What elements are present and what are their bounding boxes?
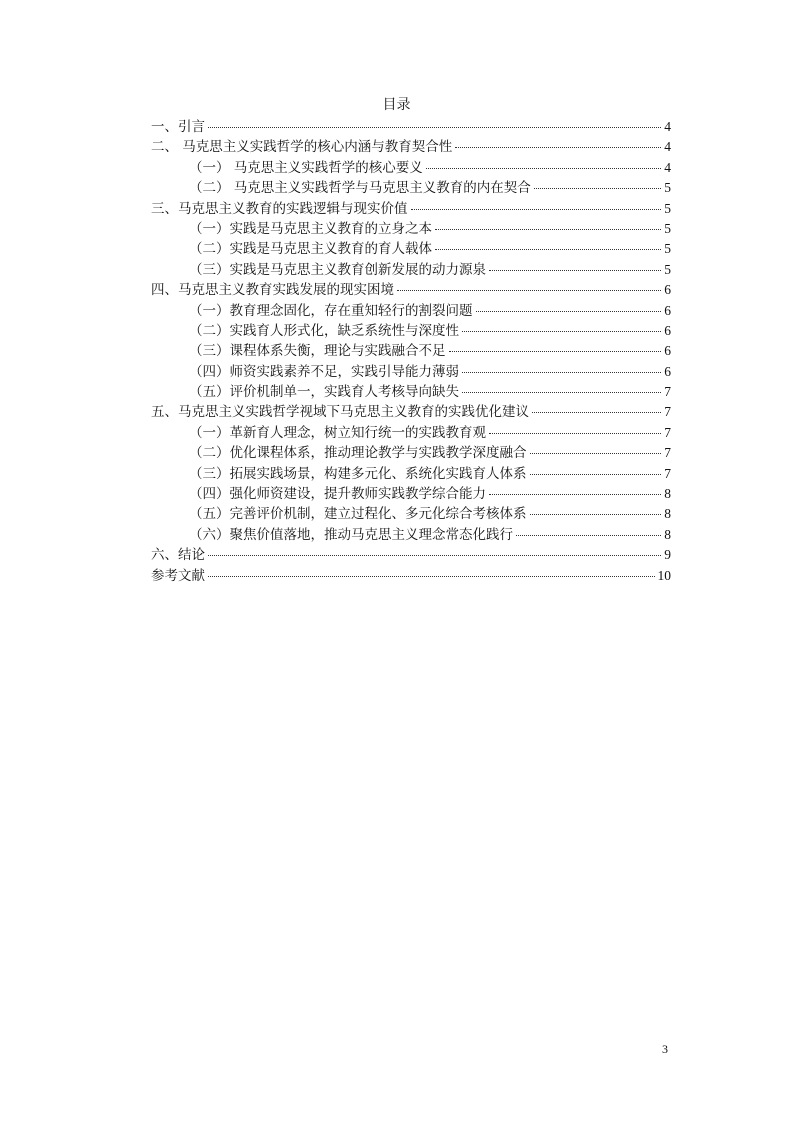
toc-leader-dots [462, 392, 661, 393]
toc-entry-label: 四、马克思主义教育实践发展的现实困境 [151, 282, 394, 299]
toc-entry-page: 6 [664, 302, 671, 318]
toc-entry[interactable] [151, 280, 671, 300]
toc-entry-page: 7 [664, 445, 671, 461]
toc-entry-page: 9 [664, 547, 671, 563]
toc-entry-label: （三）课程体系失衡，理论与实践融合不足 [189, 343, 446, 360]
toc-entry[interactable] [151, 199, 671, 219]
toc-entry[interactable] [151, 137, 671, 157]
toc-entry-page: 7 [664, 424, 671, 440]
toc-entry-label: （二） 马克思主义实践哲学与马克思主义教育的内在契合 [189, 180, 531, 197]
toc-entry[interactable] [151, 158, 671, 178]
toc-leader-dots [208, 576, 655, 577]
toc-leader-dots [530, 474, 662, 475]
toc-entry[interactable] [151, 504, 671, 524]
toc-entry[interactable] [151, 382, 671, 402]
toc-title: 目录 [382, 97, 411, 113]
toc-entry-label: （一）实践是马克思主义教育的立身之本 [189, 220, 432, 237]
toc-entry-label: 一、引言 [151, 119, 205, 135]
toc-leader-dots [530, 514, 662, 515]
toc-entry-page: 4 [664, 139, 671, 155]
toc-leader-dots [455, 147, 661, 148]
toc-entry-label: 参考文献 [151, 567, 205, 584]
toc-entry-page: 7 [664, 384, 671, 400]
toc-entry-label: （三）拓展实践场景，构建多元化、系统化实践育人体系 [189, 465, 527, 482]
toc-entry[interactable] [151, 362, 671, 382]
toc-entry-label: （一）革新育人理念，树立知行统一的实践教育观 [189, 424, 486, 441]
toc-entry-label: （一） 马克思主义实践哲学的核心要义 [189, 159, 423, 176]
toc-leader-dots [489, 433, 661, 434]
toc-entry-label: （五）评价机制单一，实践育人考核导向缺失 [189, 384, 459, 401]
toc-leader-dots [435, 229, 661, 230]
toc-entry-page: 7 [664, 465, 671, 481]
toc-leader-dots [489, 270, 661, 271]
toc-entry-label: （二）优化课程体系，推动理论教学与实践教学深度融合 [189, 445, 527, 462]
toc-leader-dots [426, 168, 661, 169]
toc-leader-dots [462, 372, 661, 373]
toc-leader-dots [489, 494, 661, 495]
toc-entry[interactable] [151, 341, 671, 361]
toc-entry[interactable] [151, 117, 671, 137]
toc-entry-page: 8 [664, 486, 671, 502]
toc-entry-page: 6 [664, 343, 671, 359]
toc-entry-page: 6 [664, 282, 671, 298]
table-of-contents [151, 117, 671, 586]
toc-leader-dots [530, 453, 662, 454]
toc-entry-page: 5 [664, 241, 671, 257]
toc-entry-label: （四）师资实践素养不足，实践引导能力薄弱 [189, 363, 459, 380]
toc-entry[interactable] [151, 484, 671, 504]
toc-entry-label: （四）强化师资建设，提升教师实践教学综合能力 [189, 486, 486, 503]
toc-entry-page: 8 [664, 506, 671, 522]
page-number: 3 [662, 1042, 668, 1056]
toc-entry-page: 8 [664, 526, 671, 542]
toc-entry-label: （二）实践育人形式化，缺乏系统性与深度性 [189, 322, 459, 339]
toc-leader-dots [411, 209, 662, 210]
toc-entry-page: 4 [664, 159, 671, 175]
toc-entry-label: 六、结论 [151, 547, 205, 564]
toc-leader-dots [534, 188, 661, 189]
toc-leader-dots [208, 127, 661, 128]
toc-entry-page: 6 [664, 322, 671, 338]
toc-entry-page: 4 [664, 119, 671, 134]
toc-entry-page: 10 [657, 567, 671, 583]
toc-entry-page: 5 [664, 220, 671, 236]
toc-entry-label: 五、马克思主义实践哲学视域下马克思主义教育的实践优化建议 [151, 404, 529, 421]
toc-leader-dots [208, 555, 661, 556]
toc-leader-dots [449, 351, 662, 352]
toc-leader-dots [532, 412, 661, 413]
toc-entry[interactable] [151, 321, 671, 341]
toc-leader-dots [516, 535, 661, 536]
toc-leader-dots [462, 331, 661, 332]
toc-entry-label: （三）实践是马克思主义教育创新发展的动力源泉 [189, 261, 486, 278]
toc-entry[interactable] [151, 525, 671, 545]
toc-entry-page: 5 [664, 200, 671, 216]
toc-entry-page: 5 [664, 180, 671, 196]
toc-entry[interactable] [151, 219, 671, 239]
toc-entry-page: 6 [664, 363, 671, 379]
toc-entry[interactable] [151, 301, 671, 321]
toc-entry-label: （六）聚焦价值落地，推动马克思主义理念常态化践行 [189, 526, 513, 543]
toc-entry[interactable] [151, 566, 671, 586]
toc-entry[interactable] [151, 178, 671, 198]
toc-entry[interactable] [151, 464, 671, 484]
toc-leader-dots [476, 311, 662, 312]
toc-entry-label: 二、 马克思主义实践哲学的核心内涵与教育契合性 [151, 139, 453, 156]
toc-entry[interactable] [151, 423, 671, 443]
toc-entry[interactable] [151, 260, 671, 280]
toc-entry[interactable] [151, 239, 671, 259]
toc-leader-dots [397, 290, 661, 291]
toc-entry-page: 7 [664, 404, 671, 420]
toc-entry[interactable] [151, 545, 671, 565]
toc-entry-label: （五）完善评价机制，建立过程化、多元化综合考核体系 [189, 506, 527, 523]
toc-entry[interactable] [151, 443, 671, 463]
toc-entry[interactable] [151, 402, 671, 422]
toc-entry-page: 5 [664, 261, 671, 277]
toc-leader-dots [435, 249, 661, 250]
toc-entry-label: 三、马克思主义教育的实践逻辑与现实价值 [151, 200, 408, 217]
toc-entry-label: （一）教育理念固化，存在重知轻行的割裂问题 [189, 302, 473, 319]
toc-entry-label: （二）实践是马克思主义教育的育人载体 [189, 241, 432, 258]
